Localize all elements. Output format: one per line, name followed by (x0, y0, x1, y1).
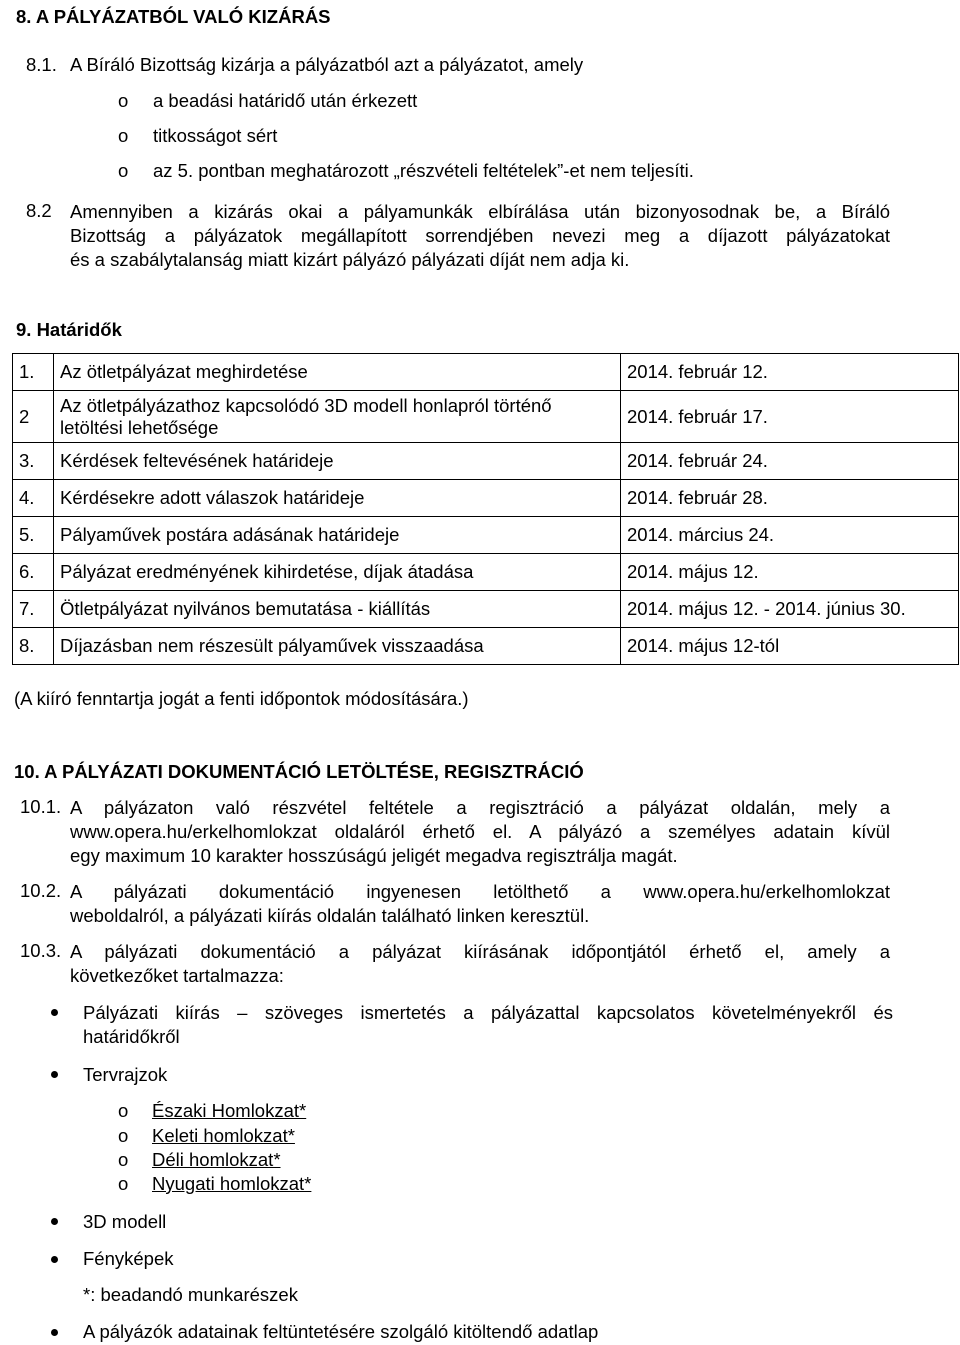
clause-8-2-text (70, 200, 890, 272)
row-date: 2014. május 12. (621, 554, 959, 591)
footnote: *: beadandó munkarészek (83, 1284, 298, 1305)
sub-marker: o (118, 90, 129, 111)
bullet-item: Tervrajzok (83, 1064, 168, 1085)
row-event: Pályázat eredményének kihirdetése, díjak átadása (54, 554, 621, 591)
row-date: 2014. február 17. (621, 391, 959, 443)
text-line: weboldalról, a pályázati kiírás oldalán található linken keresztül. (70, 905, 590, 926)
row-date: 2014. február 24. (621, 443, 959, 480)
clause-8-2-number: 8.2 (26, 200, 52, 221)
bullet-item: A pályázók adatainak feltüntetésére szolgáló kitöltendő adatlap (83, 1321, 599, 1342)
text-line: következőket tartalmazza: (70, 965, 284, 986)
bullet-icon (51, 1071, 58, 1078)
row-event: Ötletpályázat nyilvános bemutatása - kiállítás (54, 591, 621, 628)
row-number: 3. (13, 443, 54, 480)
table-row (13, 354, 959, 391)
bullet-item (83, 1001, 893, 1049)
table-row (13, 554, 959, 591)
section-8-heading: 8. A PÁLYÁZATBÓL VALÓ KIZÁRÁS (16, 6, 331, 27)
row-event: Az ötletpályázathoz kapcsolódó 3D modell honlapról történő letöltési lehetősége (54, 391, 621, 443)
row-number: 6. (13, 554, 54, 591)
row-event: Az ötletpályázat meghirdetése (54, 354, 621, 391)
row-number: 2 (13, 391, 54, 443)
table-row (13, 517, 959, 554)
sub-marker: o (118, 125, 129, 146)
row-date: 2014. március 24. (621, 517, 959, 554)
text-line: A pályázaton való részvétel feltétele a regisztráció a pályázat oldalán, mely a (70, 797, 890, 818)
plan-item-east: Keleti homlokzat* (152, 1125, 295, 1146)
sub-marker: o (118, 1125, 129, 1146)
text-line: határidőkről (83, 1026, 180, 1047)
text-line: www.opera.hu/erkelhomlokzat oldaláról érhető el. A pályázó a személyes adatain kívül (70, 821, 890, 842)
sub-marker: o (118, 1173, 129, 1194)
text-line: A pályázati dokumentáció ingyenesen letölthető a www.opera.hu/erkelhomlokzat (70, 881, 890, 902)
bullet-icon (51, 1009, 58, 1016)
table-row (13, 480, 959, 517)
row-number: 5. (13, 517, 54, 554)
sub-marker: o (118, 1100, 129, 1121)
section-9-heading: 9. Határidők (16, 319, 122, 340)
bullet-icon (51, 1329, 58, 1336)
row-event: Kérdésekre adott válaszok határideje (54, 480, 621, 517)
sub-item: titkosságot sért (153, 125, 278, 146)
text-line: Amennyiben a kizárás okai a pályamunkák elbírálása után bizonyosodnak be, a Bíráló (70, 201, 890, 222)
table-row (13, 591, 959, 628)
clause-10-2-text (70, 880, 890, 928)
deadline-table (12, 353, 959, 665)
deadline-note: (A kiíró fenntartja jogát a fenti időpontok módosítására.) (14, 688, 469, 709)
clause-8-1-text: A Bíráló Bizottság kizárja a pályázatból azt a pályázatot, amely (70, 54, 584, 75)
text-line: és a szabálytalanság miatt kizárt pályázó pályázati díját nem adja ki. (70, 249, 630, 270)
bullet-icon (51, 1218, 58, 1225)
sub-item: a beadási határidő után érkezett (153, 90, 418, 111)
row-number: 1. (13, 354, 54, 391)
row-date: 2014. május 12. - 2014. június 30. (621, 591, 959, 628)
plan-item-north: Északi Homlokzat* (152, 1100, 307, 1121)
clause-8-1-number: 8.1. (26, 54, 57, 75)
sub-marker: o (118, 1149, 129, 1170)
clause-10-2-number: 10.2. (20, 880, 62, 901)
row-date: 2014. február 28. (621, 480, 959, 517)
clause-10-3-text (70, 940, 890, 988)
plan-item-south: Déli homlokzat* (152, 1149, 281, 1170)
row-date: 2014. február 12. (621, 354, 959, 391)
text-line: Pályázati kiírás – szöveges ismertetés a pályázattal kapcsolatos követelményekről és (83, 1002, 893, 1023)
text-line: Bizottság a pályázatok megállapított sorrendjében nevezi meg a díjazott pályázatokat (70, 225, 890, 246)
sub-item: az 5. pontban meghatározott „részvételi feltételek”-et nem teljesíti. (153, 160, 694, 181)
bullet-item: Fényképek (83, 1248, 174, 1269)
row-event: Kérdések feltevésének határideje (54, 443, 621, 480)
row-event: Pályaművek postára adásának határideje (54, 517, 621, 554)
text-line: egy maximum 10 karakter hosszúságú jeligét megadva regisztrálja magát. (70, 845, 678, 866)
row-number: 8. (13, 628, 54, 665)
clause-10-1-text (70, 796, 890, 868)
row-number: 4. (13, 480, 54, 517)
bullet-item: 3D modell (83, 1211, 167, 1232)
table-row (13, 443, 959, 480)
clause-10-1-number: 10.1. (20, 796, 62, 817)
bullet-icon (51, 1256, 58, 1263)
row-event: Díjazásban nem részesült pályaművek visszaadása (54, 628, 621, 665)
section-10-heading: 10. A PÁLYÁZATI DOKUMENTÁCIÓ LETÖLTÉSE, REGISZTRÁCIÓ (14, 761, 584, 782)
sub-marker: o (118, 160, 129, 181)
clause-10-3-number: 10.3. (20, 940, 62, 961)
table-row (13, 628, 959, 665)
table-row (13, 391, 959, 443)
text-line: A pályázati dokumentáció a pályázat kiírásának időpontjától érhető el, amely a (70, 941, 890, 962)
row-date: 2014. május 12-tól (621, 628, 959, 665)
row-number: 7. (13, 591, 54, 628)
plan-item-west: Nyugati homlokzat* (152, 1173, 312, 1194)
